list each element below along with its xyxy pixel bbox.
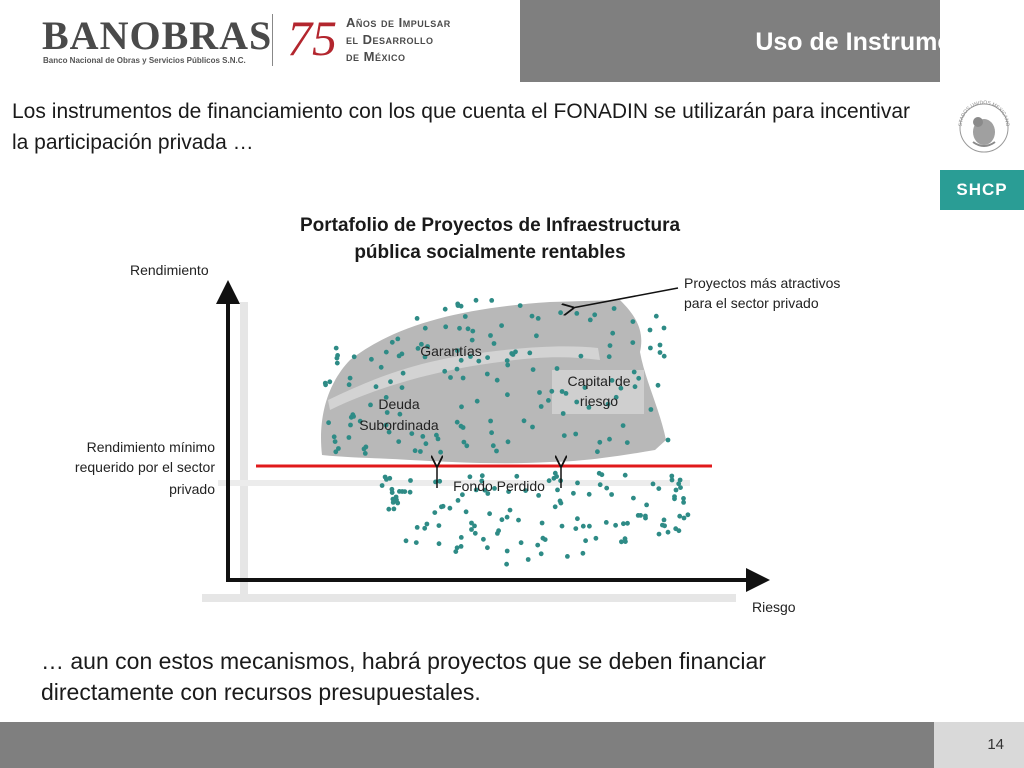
project-dot — [400, 385, 405, 390]
project-dot — [678, 478, 683, 483]
project-dot — [575, 516, 580, 521]
project-dot — [555, 488, 560, 493]
project-dot — [473, 531, 478, 536]
project-dot — [401, 371, 406, 376]
project-dot — [383, 475, 388, 480]
project-dot — [552, 476, 557, 481]
project-dot — [597, 440, 602, 445]
project-dot — [579, 354, 584, 359]
project-dot — [348, 376, 353, 381]
seal-text: STADOS UNIDOS MEXICANO — [957, 99, 1011, 127]
callout-arrow — [572, 288, 678, 308]
project-dot — [632, 370, 637, 375]
project-dot — [508, 508, 513, 513]
project-dot — [549, 389, 554, 394]
project-dot — [443, 324, 448, 329]
project-dot — [455, 367, 460, 372]
project-dot — [595, 449, 600, 454]
project-dot — [415, 316, 420, 321]
project-dot — [636, 376, 641, 381]
project-dot — [541, 536, 546, 541]
project-dot — [362, 447, 367, 452]
project-dot — [562, 433, 567, 438]
project-dot — [516, 518, 521, 523]
project-dot — [352, 354, 357, 359]
x-axis-label: Riesgo — [752, 599, 796, 615]
project-dot — [425, 522, 430, 527]
project-dot — [475, 399, 480, 404]
project-dot — [459, 535, 464, 540]
threshold-label-1: Rendimiento mínimo — [86, 439, 215, 455]
project-dot — [438, 450, 443, 455]
project-dot — [332, 434, 337, 439]
project-dot — [621, 423, 626, 428]
banobras-subtitle: Banco Nacional de Obras y Servicios Públicos S.N.C. — [43, 56, 246, 65]
deuda-label-1: Deuda — [378, 396, 420, 412]
project-dot — [489, 298, 494, 303]
project-dot — [571, 491, 576, 496]
project-dot — [581, 524, 586, 529]
callout-label-2: para el sector privado — [684, 295, 819, 311]
project-dot — [623, 536, 628, 541]
project-dot — [463, 314, 468, 319]
project-dot — [662, 354, 667, 359]
project-dot — [333, 439, 338, 444]
project-dot — [380, 483, 385, 488]
capital-label-2: riesgo — [579, 393, 619, 409]
project-dot — [453, 549, 458, 554]
project-dot — [492, 341, 497, 346]
project-dot — [418, 449, 423, 454]
project-dot — [455, 420, 460, 425]
project-dot — [547, 478, 552, 483]
project-dot — [334, 346, 339, 351]
project-dot — [613, 523, 618, 528]
project-dot — [513, 349, 518, 354]
shcp-badge: SHCP — [940, 170, 1024, 210]
project-dot — [459, 404, 464, 409]
project-dot — [565, 554, 570, 559]
project-dot — [347, 435, 352, 440]
project-dot — [422, 526, 427, 531]
project-dot — [369, 357, 374, 362]
project-dot — [424, 441, 429, 446]
project-dot — [461, 376, 466, 381]
project-dot — [537, 390, 542, 395]
project-dot — [662, 518, 667, 523]
project-dot — [423, 326, 428, 331]
project-dot — [350, 412, 355, 417]
project-dot — [656, 486, 661, 491]
project-dot — [388, 379, 393, 384]
project-dot — [573, 432, 578, 437]
project-dot — [574, 400, 579, 405]
project-dot — [408, 478, 413, 483]
y-axis-label: Rendimiento — [130, 262, 209, 278]
project-dot — [658, 343, 663, 348]
project-dot — [531, 367, 536, 372]
project-dot — [488, 419, 493, 424]
project-dot — [434, 433, 439, 438]
project-dot — [505, 549, 510, 554]
project-dot — [677, 528, 682, 533]
project-dot — [348, 423, 353, 428]
project-dot — [581, 551, 586, 556]
project-dot — [527, 351, 532, 356]
project-dot — [437, 479, 442, 484]
project-dot — [459, 544, 464, 549]
page-number: 14 — [987, 736, 1004, 753]
closing-paragraph: … aun con estos mecanismos, habrá proyectos que se deben financiar directamente con recursos presupuestales. — [41, 648, 766, 705]
project-dot — [491, 443, 496, 448]
project-dot — [608, 343, 613, 348]
project-dot — [472, 524, 477, 529]
project-dot — [560, 389, 565, 394]
project-dot — [583, 538, 588, 543]
project-dot — [487, 511, 492, 516]
project-dot — [594, 536, 599, 541]
project-dot — [610, 331, 615, 336]
project-dot — [662, 523, 667, 528]
project-dot — [335, 353, 340, 358]
project-dot — [464, 509, 469, 514]
project-dot — [413, 448, 418, 453]
project-dot — [402, 489, 407, 494]
project-dot — [485, 355, 490, 360]
project-dot — [643, 516, 648, 521]
project-dot — [474, 298, 479, 303]
project-dot — [518, 303, 523, 308]
project-dot — [408, 490, 413, 495]
project-dot — [648, 346, 653, 351]
project-dot — [649, 407, 654, 412]
project-dot — [326, 420, 331, 425]
project-dot — [470, 338, 475, 343]
project-dot — [681, 500, 686, 505]
project-dot — [499, 323, 504, 328]
project-dot — [630, 340, 635, 345]
project-dot — [442, 369, 447, 374]
project-dot — [448, 506, 453, 511]
project-dot — [384, 350, 389, 355]
project-dot — [504, 562, 509, 567]
project-dot — [476, 359, 481, 364]
project-dot — [505, 515, 510, 520]
project-dot — [526, 557, 531, 562]
anniversary-number: 75 — [287, 10, 337, 66]
project-dot — [519, 540, 524, 545]
project-dot — [398, 412, 403, 417]
project-dot — [488, 333, 493, 338]
project-dot — [574, 311, 579, 316]
project-dot — [575, 481, 580, 486]
project-dot — [391, 500, 396, 505]
project-dot — [534, 333, 539, 338]
project-dot — [553, 471, 558, 476]
project-dot — [485, 545, 490, 550]
project-dot — [500, 517, 505, 522]
project-dot — [347, 382, 352, 387]
project-dot — [415, 525, 420, 530]
project-dot — [536, 316, 541, 321]
anniversary-line-1: Años de Impulsar — [346, 15, 451, 30]
project-dot — [432, 510, 437, 515]
project-dot — [657, 532, 662, 537]
project-dot — [587, 524, 592, 529]
project-dot — [654, 314, 659, 319]
project-dot — [386, 507, 391, 512]
project-dot — [539, 551, 544, 556]
project-dot — [648, 328, 653, 333]
project-dot — [555, 366, 560, 371]
project-dot — [682, 516, 687, 521]
project-dot — [439, 504, 444, 509]
project-dot — [604, 520, 609, 525]
page-number-box — [934, 722, 1024, 768]
anniversary-line-3: de México — [346, 49, 406, 64]
project-dot — [530, 314, 535, 319]
project-dot — [420, 434, 425, 439]
intro-paragraph: Los instrumentos de financiamiento con los que cuenta el FONADIN se utilizarán para incentivar la participación privada … — [12, 100, 910, 154]
project-dot — [481, 537, 486, 542]
project-dot — [379, 365, 384, 370]
project-dot — [495, 531, 500, 536]
project-dot — [588, 318, 593, 323]
project-dot — [535, 543, 540, 548]
project-dot — [374, 384, 379, 389]
project-dot — [323, 381, 328, 386]
project-dot — [540, 521, 545, 526]
project-dot — [505, 392, 510, 397]
project-dot — [658, 350, 663, 355]
project-dot — [656, 383, 661, 388]
threshold-label-3: privado — [169, 481, 215, 497]
project-dot — [666, 438, 671, 443]
project-dot — [506, 439, 511, 444]
callout-label-1: Proyectos más atractivos — [684, 275, 841, 291]
project-dot — [485, 372, 490, 377]
project-dot — [495, 378, 500, 383]
project-dot — [505, 358, 510, 363]
project-dot — [670, 478, 675, 483]
project-dot — [561, 411, 566, 416]
project-dot — [464, 443, 469, 448]
project-dot — [390, 490, 395, 495]
project-dot — [672, 494, 677, 499]
fondo-label: Fondo Perdido — [453, 478, 545, 494]
project-dot — [666, 530, 671, 535]
project-dot — [437, 523, 442, 528]
project-dot — [539, 404, 544, 409]
slide-title: Uso de Instrumentos — [755, 28, 1004, 56]
project-dot — [625, 521, 630, 526]
project-dot — [414, 540, 419, 545]
project-dot — [327, 379, 332, 384]
project-dot — [559, 501, 564, 506]
project-dot — [553, 504, 558, 509]
project-dot — [633, 384, 638, 389]
project-dot — [592, 312, 597, 317]
diagram-title-line-1: Portafolio de Proyectos de Infraestructura — [299, 215, 681, 236]
project-dot — [607, 437, 612, 442]
project-dot — [396, 439, 401, 444]
project-dot — [505, 363, 510, 368]
project-dot — [335, 361, 340, 366]
project-dot — [600, 472, 605, 477]
diagram-title-line-2: pública socialmente rentables — [354, 242, 626, 263]
project-dot — [459, 424, 464, 429]
project-dot — [456, 303, 461, 308]
banobras-logo: BANOBRAS — [42, 13, 273, 58]
threshold-label-2: requerido por el sector — [74, 459, 215, 475]
project-dot — [466, 326, 471, 331]
project-dot — [625, 440, 630, 445]
anniversary-line-2: el Desarrollo — [346, 32, 434, 47]
footer-bar — [0, 722, 934, 768]
project-dot — [636, 513, 641, 518]
capital-label-1: Capital de — [567, 373, 631, 389]
project-dot — [368, 403, 373, 408]
project-dot — [437, 541, 442, 546]
project-dot — [522, 418, 527, 423]
project-dot — [623, 473, 628, 478]
project-dot — [489, 430, 494, 435]
project-dot — [404, 538, 409, 543]
project-dot — [674, 488, 679, 493]
project-dot — [644, 503, 649, 508]
project-dot — [662, 326, 667, 331]
project-dot — [448, 375, 453, 380]
project-dot — [390, 340, 395, 345]
project-dot — [631, 319, 636, 324]
deuda-label-2: Subordinada — [359, 417, 439, 433]
project-dot — [631, 496, 636, 501]
project-dot — [609, 492, 614, 497]
project-dot — [612, 306, 617, 311]
project-dot — [363, 451, 368, 456]
project-dot — [560, 524, 565, 529]
project-dot — [395, 337, 400, 342]
project-dot — [443, 307, 448, 312]
garantias-label: Garantías — [420, 343, 482, 359]
project-dot — [558, 310, 563, 315]
project-dot — [470, 329, 475, 334]
project-dot — [651, 482, 656, 487]
project-dot — [677, 514, 682, 519]
project-dot — [400, 352, 405, 357]
project-dot — [686, 512, 691, 517]
project-dot — [494, 449, 499, 454]
project-dot — [587, 492, 592, 497]
project-dot — [456, 498, 461, 503]
project-dot — [546, 398, 551, 403]
project-dot — [392, 507, 397, 512]
project-dot — [621, 521, 626, 526]
project-dot — [333, 449, 338, 454]
project-dot — [397, 489, 402, 494]
project-dot — [530, 425, 535, 430]
project-dot — [604, 486, 609, 491]
project-dot — [598, 482, 603, 487]
project-dot — [607, 354, 612, 359]
project-dot — [573, 526, 578, 531]
project-dot — [457, 326, 462, 331]
